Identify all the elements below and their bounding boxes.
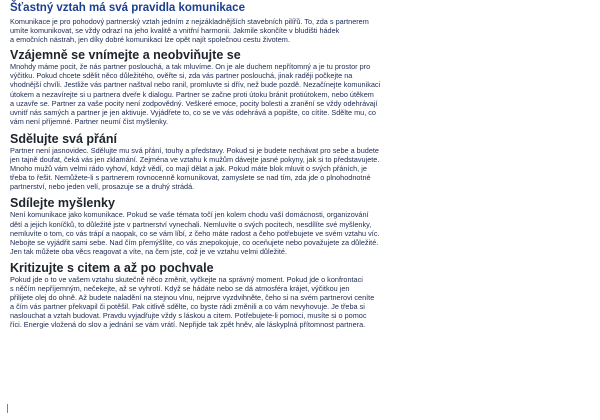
section-paragraph [10,62,586,126]
paragraph-line: třeba to řešit. Nemůžete-li s partnerem rovnocenně komunikovat, zamyslete se nad tím, zda jde o plnohodnotné [10,173,371,183]
paragraph-line: a čím vás partner překvapil či potěšil. Pak citlivě sdělte, co byste rádi změnili a co vám nevyhovuje. Je třeba si [10,302,365,312]
paragraph-line: útokem a nezavírejte si u partnera dveře k dialogu. Partner se začne proti útoku bránit protiútokem, nebo útěkem [10,89,374,99]
paragraph-line: Není komunikace jako komunikace. Pokud se vaše témata točí jen kolem chodu vaší domácnosti, organizování [10,210,369,220]
text-cursor [7,404,8,413]
paragraph-line: uvnitř nás samých a partner je jen aktivuje. Vyjádřete to, co se ve vás odehrává a popište, co cítíte. Sdělte mu, co [10,107,376,117]
section-thoughts [10,196,586,255]
section-wishes [10,132,586,191]
paragraph-line: partnerství, nebo jeden velí, prosazuje se a druhý strádá. [10,182,195,192]
section-heading: Sdělujte svá přání [10,131,117,146]
intro-paragraph [10,17,586,44]
paragraph-line: Mnoho mužů vám velmi rádo vyhoví, když vědí, co mají dělat a jak. Pokud máte blok mluvit o svých přáních, je [10,164,367,174]
section-heading: Vzájemně se vnímejte a neobviňujte se [10,48,241,63]
paragraph-line: dětí a jejich koníčků, to důležité jste v partnerství vynechali. Nemluvíte o svých pocitech, nesdílíte své myšlenky, [10,219,372,229]
paragraph-line: nemluvíte o tom, co vás trápí a naopak, co se vám líbí, z čeho máte radost a čeho potřebujete ve svém vztahu víc. [10,228,380,238]
paragraph-line: s něčím nepříjemným, nečekejte, až se vyhrotí. Když se hádáte nebo se dá atmosféra krájet, výčitkou jen [10,283,350,293]
paragraph-line: výčitku. Pokud chcete sdělit něco důležitého, ověřte si, zda vás partner poslouchá, jinak raději počkejte na [10,71,353,81]
paragraph-line: přilijete olej do ohně. Až budete naladění na stejnou vlnu, nejprve vyzdvihněte, čeho si na svém partnerovi ceníte [10,293,375,303]
paragraph-line: říci. Energie vložená do slov a jednání se vám vrátí. Nepřijde tak zpět hněv, ale láskyplná přítomnost partnera. [10,320,366,330]
paragraph-line: vám není příjemné. Partner neumí číst myšlenky. [10,116,169,126]
paragraph-line: Jen tak můžete oba věcs reagovat a víte, na čem jste, což je ve vztahu velmi důležité. [10,246,288,256]
paragraph-line: a uzavře se. Partner za vaše pocity není zodpovědný. Veškeré emoce, pocity bolesti a zranění se vždy odehrávají [10,98,378,108]
section-heading: Sdílejte myšlenky [10,196,115,211]
paragraph-line: vhodnější chvíli. Jestliže vás partner naštval nebo ranil, promluvte si dřív, než bude pozdě. Nezačínejte komunikaci [10,80,381,90]
section-heading: Kritizujte s citem a až po pochvale [10,260,214,275]
paragraph-line: Partner není jasnovidec. Sdělujte mu svá přání, touhy a představy. Pokud si je budete nechávat pro sebe a budete [10,145,379,155]
paragraph-line: Komunikace je pro pohodový partnerský vztah jedním z nejzákladnějších stavebních pilířů. To, zda s partnerem [10,17,369,26]
paragraph-line: Pokud jde o to ve vašem vztahu skutečně něco změnit, vyčkejte na správný moment. Pokud jde o konfrontaci [10,274,363,284]
section-paragraph [10,275,586,330]
paragraph-line: naslouchat a vztah budovat. Pravdu vyjadřujte vždy s láskou a citem. Potřebujete-li pomoci, musíte si o pomoc [10,311,367,321]
section-paragraph [10,210,586,255]
section-perceive [10,48,586,126]
paragraph-line: jen tajně doufat, čeká vás jen zklamání. Zejména ve vztahu k mužům dávejte jasné pokyny, jak si to představujete. [10,155,380,165]
paragraph-line: Nebojte se vyjádřit sami sebe. Nad čím přemýšlíte, co vás znepokojuje, co oceňujete nebo považujete za důležité. [10,237,379,247]
document-title: Šťastný vztah má svá pravidla komunikace [10,2,245,14]
section-paragraph [10,146,586,191]
section-criticism [10,261,586,330]
paragraph-line: a emočních nástrah, jen díky dobré komunikaci lze opět najít společnou cestu životem. [10,35,290,45]
paragraph-line: umíte komunikovat, se vždy odrazí na jeho kvalitě a vnitřní harmonii. Jakmile skončíte v bludišti hádek [10,26,340,36]
paragraph-line: Mnohdy máme pocit, že nás partner poslouchá, a tak mluvíme. On je ale duchem nepřítomný a je tu prostor pro [10,62,371,72]
